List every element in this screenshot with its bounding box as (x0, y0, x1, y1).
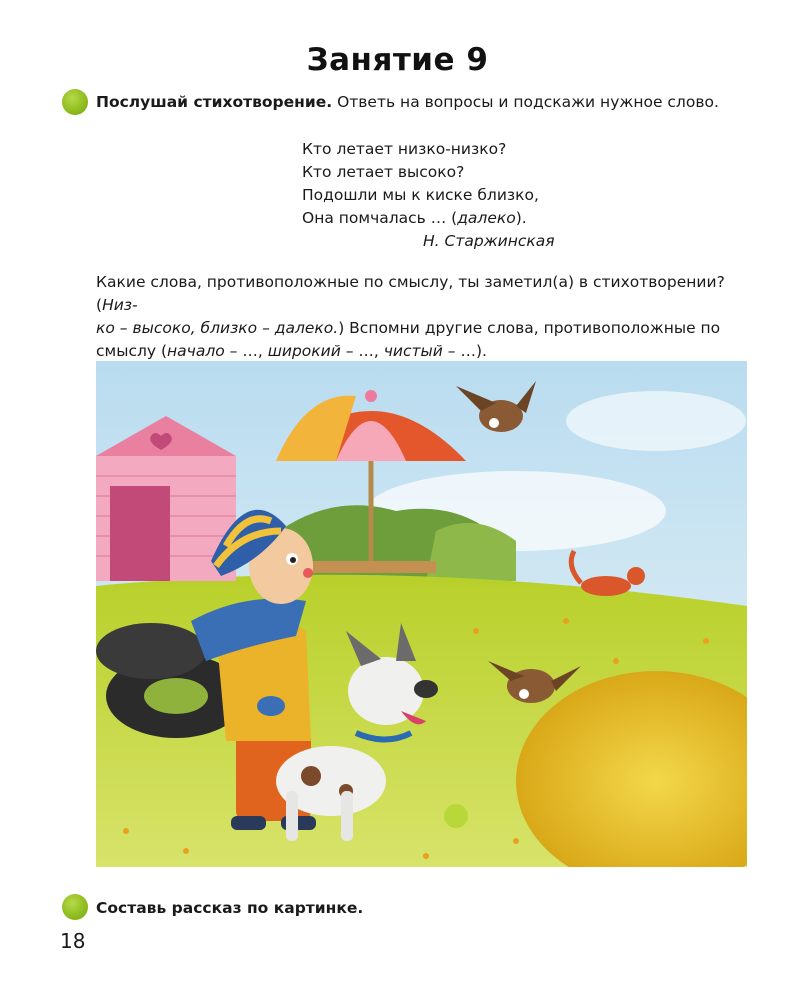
illustration (96, 361, 747, 867)
task-instruction-bold: Послушай стихотворение. (96, 93, 333, 111)
para-text: Какие слова, противоположные по смыслу, ты заметил(а) в стихотворении? ( (96, 273, 725, 314)
task-instruction-bold: Составь рассказ по картинке. (96, 899, 364, 917)
para-text: – …). (442, 342, 487, 360)
para-text: ) Вспомни другие слова, противоположные по смыслу ( (96, 319, 721, 360)
task-instruction-story (96, 897, 363, 919)
task-bullet-icon (62, 894, 88, 920)
cloud (566, 391, 746, 451)
poem-line-italic: далеко (457, 209, 516, 227)
poem (302, 138, 555, 250)
para-text: – …, (224, 342, 268, 360)
tennis-ball (444, 804, 468, 828)
poem-line-end: ). (515, 209, 527, 227)
question-paragraph (96, 271, 756, 363)
para-italic: ко – высоко, близко – далеко. (96, 319, 339, 337)
poem-line: Кто летает низко-низко? (302, 140, 507, 158)
para-italic: начало (167, 342, 225, 360)
task-instruction (96, 91, 719, 113)
poem-line: Кто летает высоко? (302, 163, 465, 181)
para-italic: Низ- (102, 296, 138, 314)
task-instruction-rest: Ответь на вопросы и подскажи нужное слово. (332, 93, 719, 111)
poem-author: Н. Старжинская (423, 232, 555, 250)
poem-line-start: Она помчалась … ( (302, 209, 458, 227)
task-bullet-icon (62, 89, 88, 115)
para-text: – …, (340, 342, 384, 360)
para-italic: чистый (383, 342, 443, 360)
poem-line (302, 207, 539, 230)
lesson-title: Занятие 9 (306, 42, 489, 78)
sandbox (306, 561, 436, 573)
para-italic: широкий (267, 342, 341, 360)
poem-line: Подошли мы к киске близко, (302, 186, 539, 204)
page-number: 18 (60, 929, 86, 953)
